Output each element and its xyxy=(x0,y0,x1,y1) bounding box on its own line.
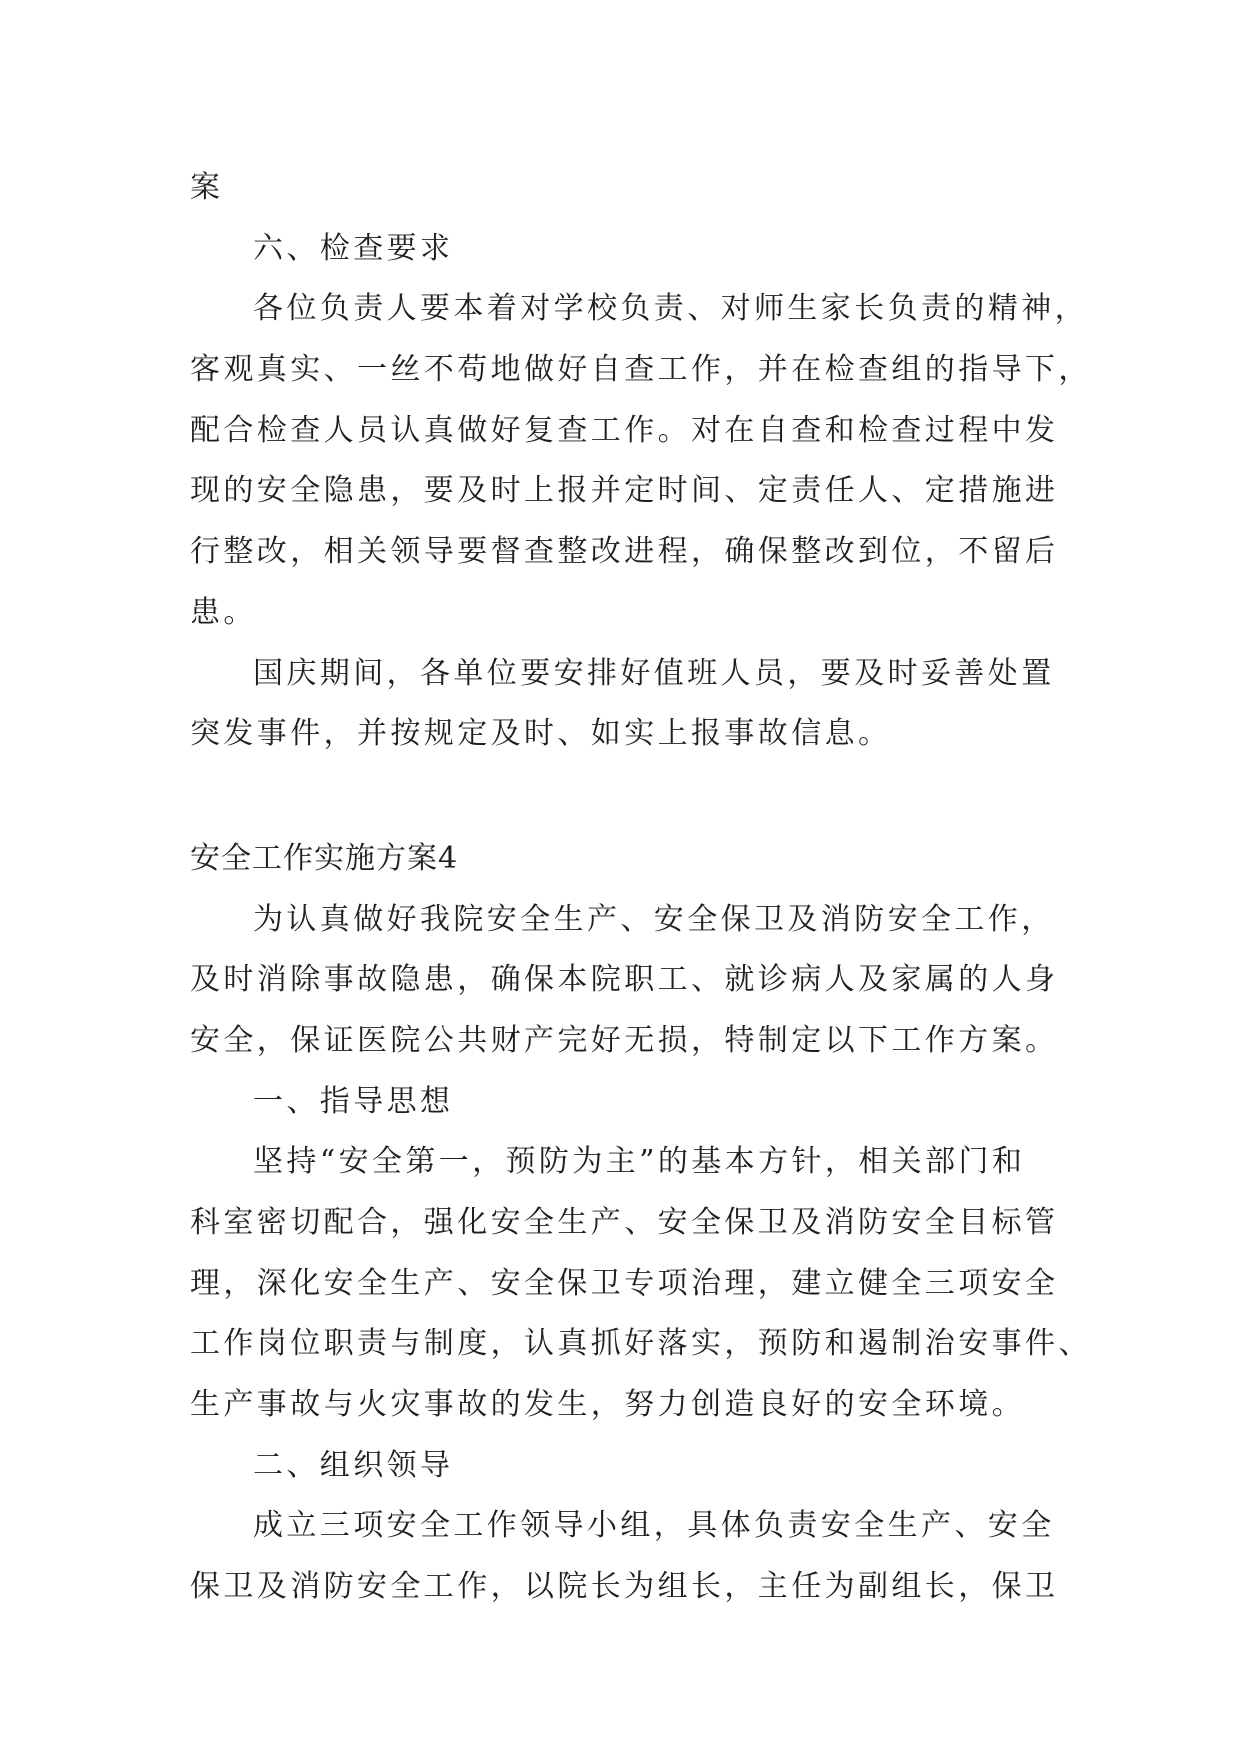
text-line: 客观真实、一丝不苟地做好自查工作，并在检查组的指导下， xyxy=(190,352,1092,388)
section-title: 安全工作实施方案4 xyxy=(190,840,459,876)
section-part1 xyxy=(190,158,1092,765)
section-spacer xyxy=(190,765,1070,829)
text-line: 突发事件，并按规定及时、如实上报事故信息。 xyxy=(190,716,892,752)
heading-guiding-ideology: 一、指导思想 xyxy=(253,1083,454,1119)
text-line: 坚持“安全第一，预防为主”的基本方针，相关部门和 xyxy=(253,1144,1026,1180)
text-line: 各位负责人要本着对学校负责、对师生家长负责的精神， xyxy=(253,291,1088,327)
document-body xyxy=(190,158,1092,1618)
text-line: 患。 xyxy=(190,594,257,630)
text-line: 工作岗位职责与制度，认真抓好落实，预防和遏制治安事件、 xyxy=(190,1326,1092,1362)
text-line: 现的安全隐患，要及时上报并定时间、定责任人、定措施进 xyxy=(190,473,1059,509)
text-line: 安全，保证医院公共财产完好无损，特制定以下工作方案。 xyxy=(190,1022,1059,1058)
text-line: 行整改，相关领导要督查整改进程，确保整改到位，不留后 xyxy=(190,534,1059,570)
heading-inspection-requirements: 六、检查要求 xyxy=(253,230,454,266)
text-line: 成立三项安全工作领导小组，具体负责安全生产、安全 xyxy=(253,1508,1055,1544)
heading-organization-leadership: 二、组织领导 xyxy=(253,1447,454,1483)
text-line: 理，深化安全生产、安全保卫专项治理，建立健全三项安全 xyxy=(190,1265,1059,1301)
text-line: 配合检查人员认真做好复查工作。对在自查和检查过程中发 xyxy=(190,412,1059,448)
text-line: 为认真做好我院安全生产、安全保卫及消防安全工作， xyxy=(253,901,1055,937)
text-line: 保卫及消防安全工作，以院长为组长，主任为副组长，保卫 xyxy=(190,1569,1059,1605)
text-line: 及时消除事故隐患，确保本院职工、就诊病人及家属的人身 xyxy=(190,962,1059,998)
text-line: 案 xyxy=(190,170,224,205)
section-part2 xyxy=(190,890,1092,1618)
text-line: 国庆期间，各单位要安排好值班人员，要及时妥善处置 xyxy=(253,655,1055,691)
text-line: 生产事故与火灾事故的发生，努力创造良好的安全环境。 xyxy=(190,1387,1025,1423)
text-line: 科室密切配合，强化安全生产、安全保卫及消防安全目标管 xyxy=(190,1205,1059,1240)
